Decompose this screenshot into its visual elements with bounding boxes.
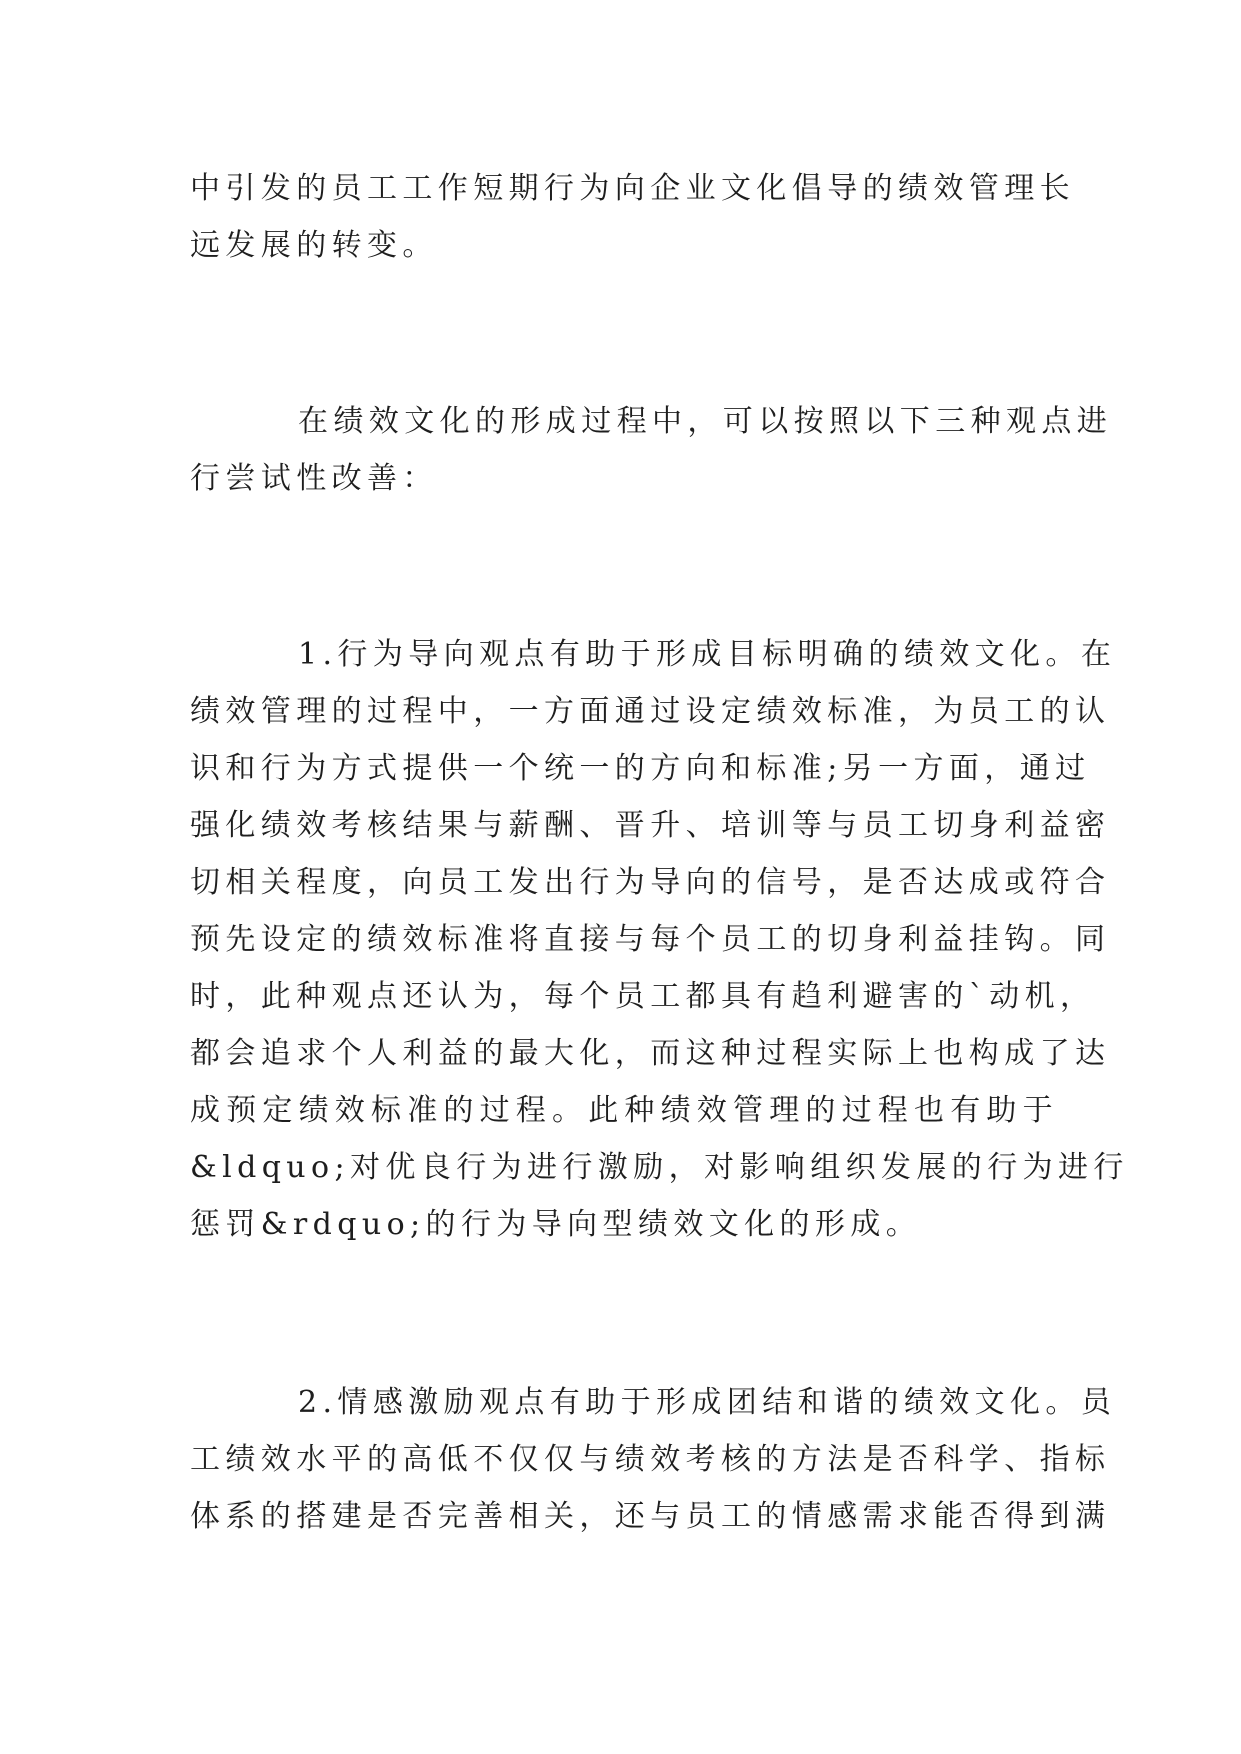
text-line: 都会追求个人利益的最大化，而这种过程实际上也构成了达 bbox=[190, 1036, 1111, 1071]
text-line: 时，此种观点还认为，每个员工都具有趋利避害的`动机， bbox=[190, 979, 1096, 1014]
text-line: 强化绩效考核结果与薪酬、晋升、培训等与员工切身利益密 bbox=[190, 808, 1111, 843]
text-line: 预先设定的绩效标准将直接与每个员工的切身利益挂钩。同 bbox=[190, 922, 1111, 957]
text-line: 工绩效水平的高低不仅仅与绩效考核的方法是否科学、指标 bbox=[190, 1442, 1111, 1477]
paragraph-continuation bbox=[190, 160, 1075, 274]
text-line: 在绩效文化的形成过程中，可以按照以下三种观点进 bbox=[298, 404, 1113, 439]
text-line: 切相关程度，向员工发出行为导向的信号，是否达成或符合 bbox=[190, 865, 1111, 900]
text-line: 1.行为导向观点有助于形成目标明确的绩效文化。在 bbox=[298, 637, 1117, 672]
text-line: 2.情感激励观点有助于形成团结和谐的绩效文化。员 bbox=[298, 1385, 1117, 1420]
paragraph-emotional-motivation bbox=[190, 1374, 1117, 1545]
text-line: 绩效管理的过程中，一方面通过设定绩效标准，为员工的认 bbox=[190, 694, 1111, 729]
paragraph-intro bbox=[190, 393, 1113, 507]
text-line: 成预定绩效标准的过程。此种绩效管理的过程也有助于 bbox=[190, 1093, 1058, 1128]
paragraph-behavior-orientation bbox=[190, 626, 1129, 1253]
text-line: 体系的搭建是否完善相关，还与员工的情感需求能否得到满 bbox=[190, 1499, 1111, 1534]
text-line: 惩罚&rdquo;的行为导向型绩效文化的形成。 bbox=[190, 1207, 922, 1242]
text-line: 远发展的转变。 bbox=[190, 228, 438, 263]
text-line: 中引发的员工工作短期行为向企业文化倡导的绩效管理长 bbox=[190, 171, 1075, 206]
text-line: &ldquo;对优良行为进行激励，对影响组织发展的行为进行 bbox=[190, 1150, 1129, 1185]
text-line: 识和行为方式提供一个统一的方向和标准;另一方面，通过 bbox=[190, 751, 1091, 786]
text-line: 行尝试性改善： bbox=[190, 461, 438, 496]
